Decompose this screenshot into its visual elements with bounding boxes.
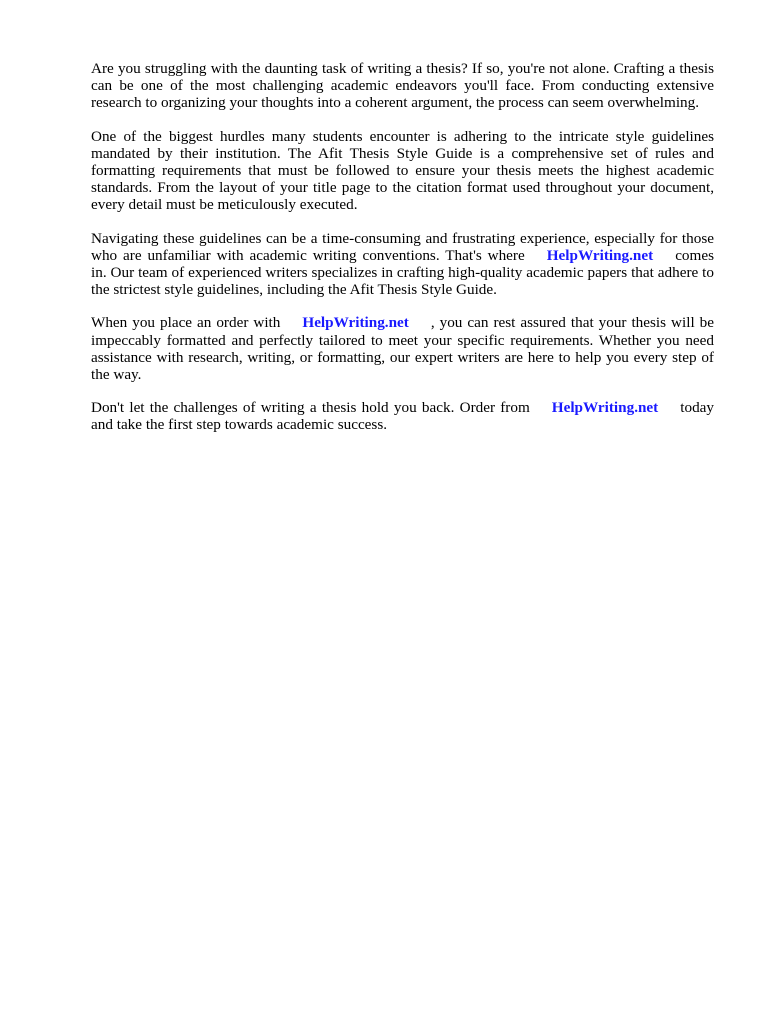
paragraph-navigating-text-after: comes in. Our team of experienced writers specializes in crafting high-quality academic papers that adhere to the strictest style guidelines, including the Afit Thesis Style Guide. — [91, 246, 714, 299]
paragraph-navigating — [91, 230, 714, 299]
paragraph-order-text-before: When you place an order with — [91, 314, 281, 332]
paragraph-cta — [91, 399, 714, 433]
helpwriting-link[interactable]: HelpWriting.net — [302, 314, 409, 332]
paragraph-intro: Are you struggling with the daunting task of writing a thesis? If so, you're not alone. Crafting a thesis can be one of the most challenging academic endeavors you'll face. From conducting extensive research to organizing your thoughts into a coherent argument, the process can seem overwhelming. — [91, 60, 714, 112]
document-body — [91, 60, 714, 450]
helpwriting-link[interactable]: HelpWriting.net — [551, 399, 659, 417]
paragraph-cta-text-before: Don't let the challenges of writing a thesis hold you back. Order from — [91, 399, 530, 417]
paragraph-order-text-after: , you can rest assured that your thesis will be impeccably formatted and perfectly tailored to meet your specific requirements. Whether you need assistance with research, writing, or formatting, our expert writers are here to help you every step of the way. — [91, 314, 714, 384]
paragraph-navigating-text-before: Navigating these guidelines can be a time-consuming and frustrating experience, especially for those who are unfamiliar with academic writing conventions. That's where — [91, 229, 714, 264]
helpwriting-link[interactable]: HelpWriting.net — [546, 246, 654, 264]
paragraph-order — [91, 314, 714, 383]
paragraph-cta-text-after: today and take the first step towards academic success. — [91, 399, 714, 434]
paragraph-style-guide: One of the biggest hurdles many students encounter is adhering to the intricate style guidelines mandated by their institution. The Afit Thesis Style Guide is a comprehensive set of rules and formatting requirements that must be followed to ensure your thesis meets the highest academic standards. From the layout of your title page to the citation format used throughout your document, every detail must be meticulously executed. — [91, 127, 714, 214]
